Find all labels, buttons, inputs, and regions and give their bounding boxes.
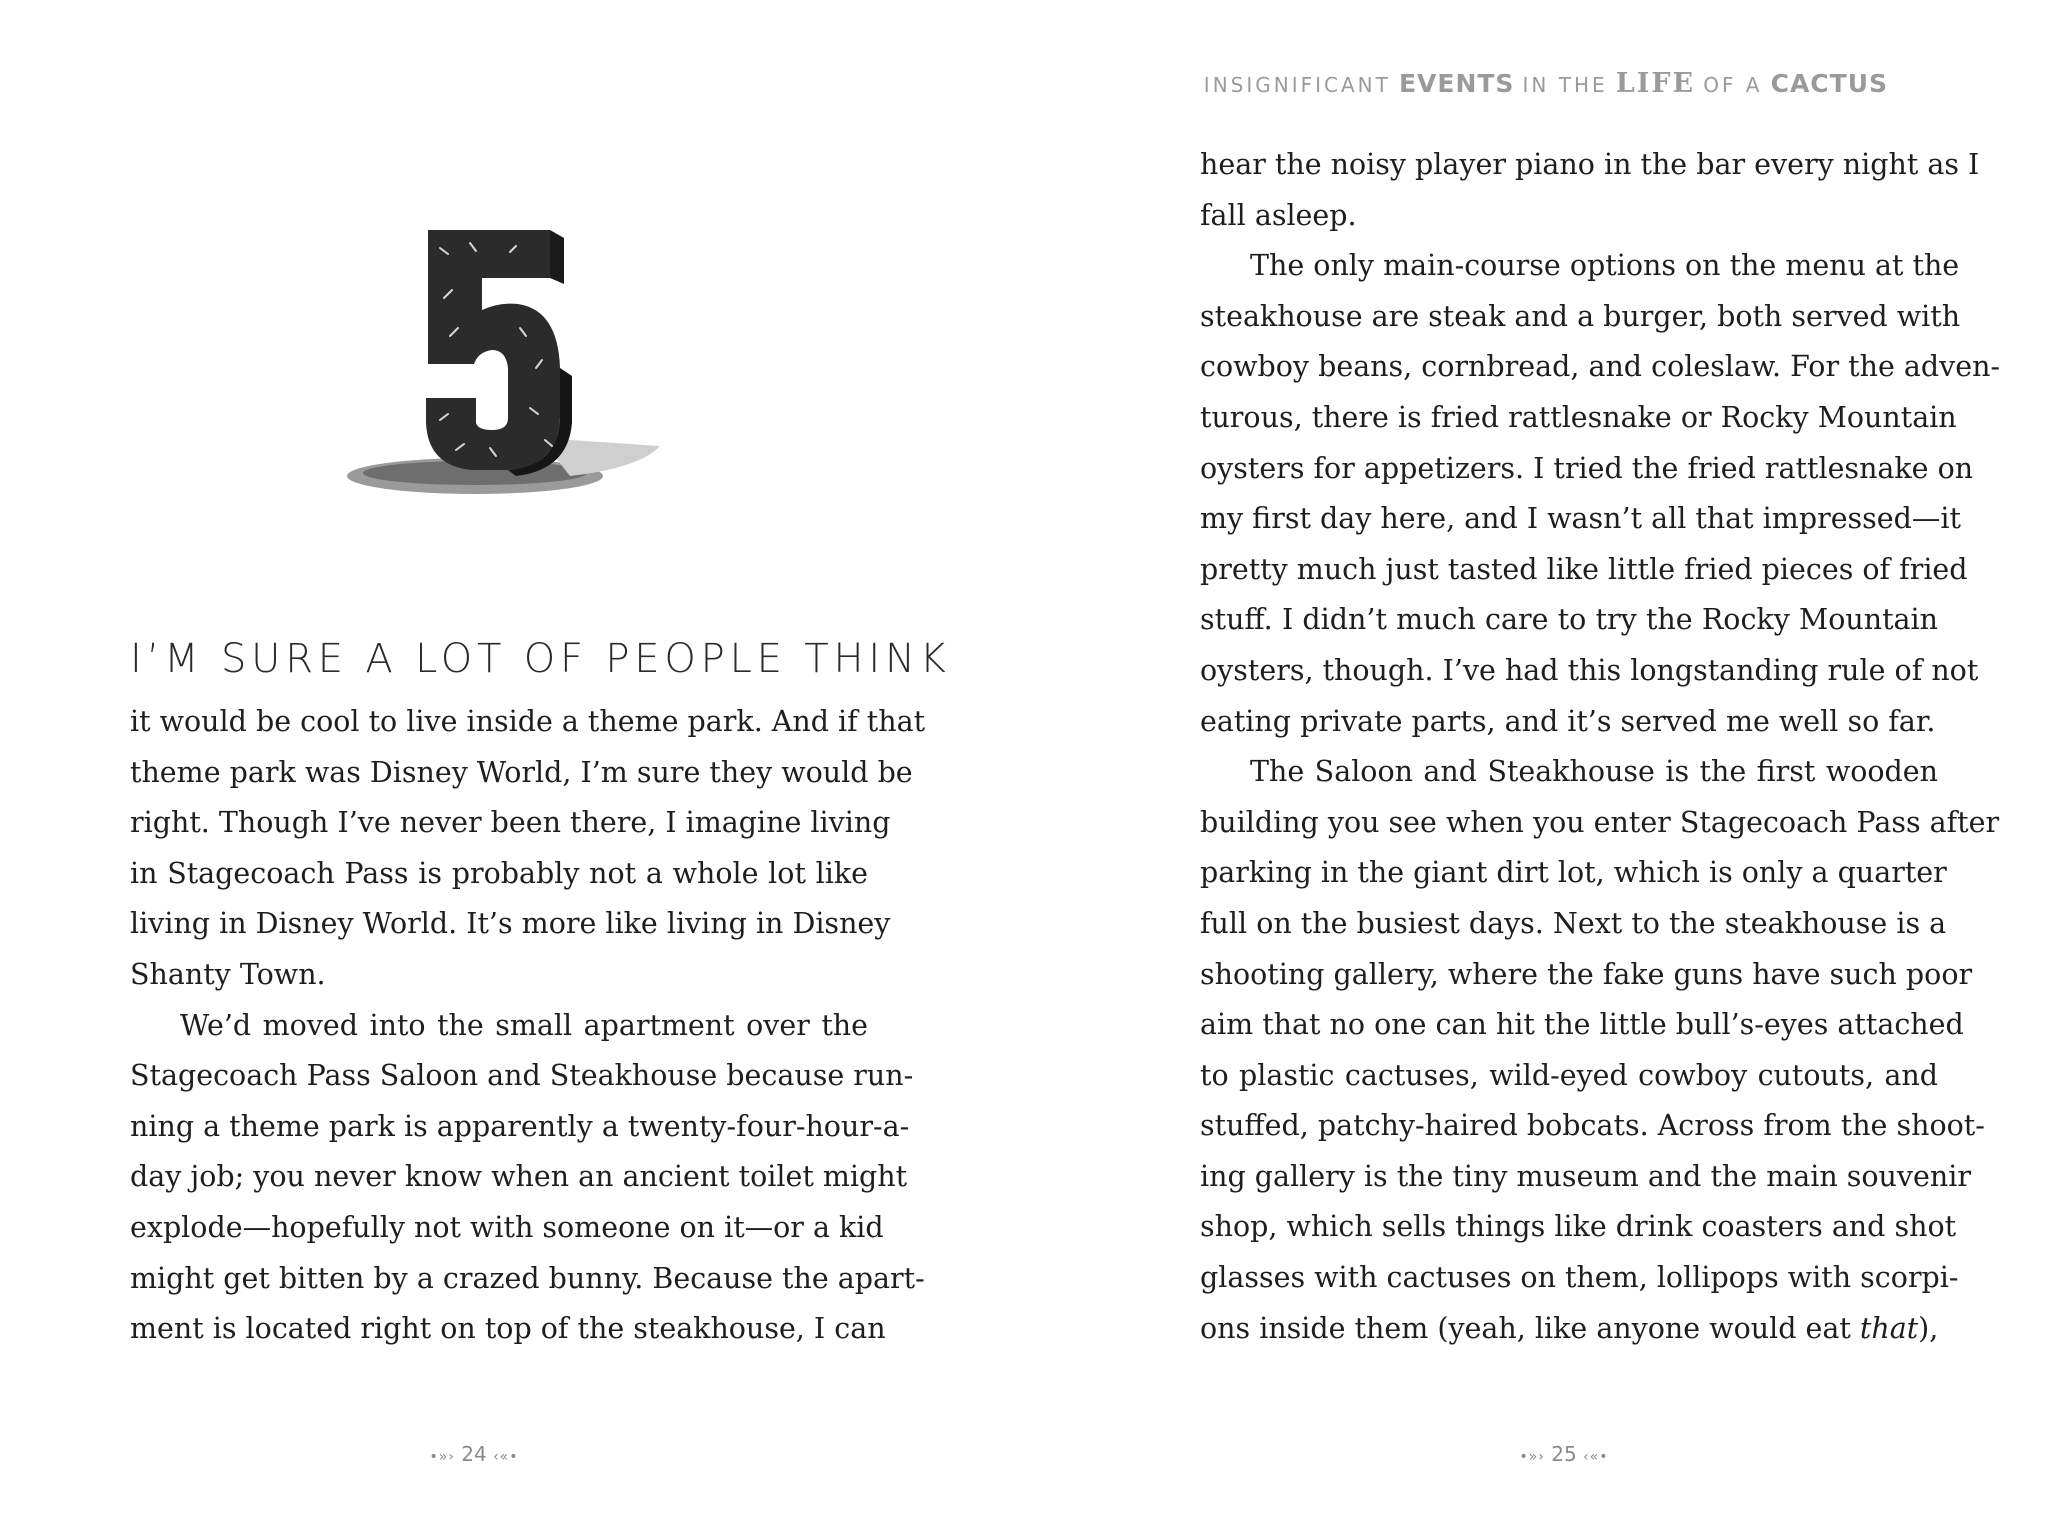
text-line: The only main-course options on the menu at the bbox=[1250, 249, 1960, 283]
text-segment: ons inside them (yeah, like anyone would eat bbox=[1200, 1311, 1860, 1345]
text-line: pretty much just tasted like little fried pieces of fried bbox=[1200, 552, 1968, 586]
right-page bbox=[1024, 0, 2048, 1523]
text-line: cowboy beans, cornbread, and coleslaw. For the adven- bbox=[1200, 350, 2001, 384]
running-head-word: IN THE bbox=[1522, 73, 1608, 97]
folio-ornament: •»› bbox=[429, 1449, 455, 1465]
text-line: ning a theme park is apparently a twenty-four-hour-a- bbox=[130, 1109, 910, 1143]
text-line: building you see when you enter Stagecoach Pass after bbox=[1200, 805, 2000, 839]
running-head-word: LIFE bbox=[1615, 68, 1696, 99]
right-body-text bbox=[1200, 140, 2001, 1354]
text-line bbox=[1200, 1304, 1938, 1355]
folio-ornament: ‹«• bbox=[493, 1449, 519, 1465]
running-head-word: INSIGNIFICANT bbox=[1203, 73, 1391, 97]
text-line: oysters for appetizers. I tried the fried rattlesnake on bbox=[1200, 451, 1974, 485]
text-line: glasses with cactuses on them, lollipops with scorpi- bbox=[1200, 1261, 1959, 1295]
text-line: aim that no one can hit the little bull’s-eyes attached bbox=[1200, 1008, 1964, 1042]
text-line: turous, there is fried rattlesnake or Rocky Mountain bbox=[1200, 400, 1957, 434]
text-line: my first day here, and I wasn’t all that impressed—it bbox=[1200, 502, 1961, 536]
text-line: theme park was Disney World, I’m sure they would be bbox=[130, 755, 913, 789]
text-line: shop, which sells things like drink coasters and shot bbox=[1200, 1210, 1957, 1244]
text-line: parking in the giant dirt lot, which is only a quarter bbox=[1200, 856, 1947, 890]
text-line: day job; you never know when an ancient toilet might bbox=[130, 1160, 908, 1194]
page-number: 24 bbox=[461, 1442, 487, 1466]
chapter-opening-caps: I’M SURE A LOT OF PEOPLE THINK bbox=[130, 636, 951, 682]
folio-ornament: ‹«• bbox=[1583, 1449, 1609, 1465]
text-line: it would be cool to live inside a theme park. And if that bbox=[130, 705, 926, 738]
text-line: full on the busiest days. Next to the steakhouse is a bbox=[1200, 906, 1947, 940]
text-line: might get bitten by a crazed bunny. Because the apart- bbox=[130, 1261, 925, 1295]
text-line: right. Though I’ve never been there, I imagine living bbox=[130, 806, 891, 840]
text-line: ment is located right on top of the steakhouse, I can bbox=[130, 1312, 886, 1346]
text-line: Stagecoach Pass Saloon and Steakhouse because run- bbox=[130, 1059, 914, 1093]
page-number-left bbox=[374, 1442, 574, 1466]
cactus-number-illustration bbox=[340, 218, 680, 508]
text-line: shooting gallery, where the fake guns have such poor bbox=[1200, 957, 1973, 991]
running-head bbox=[1204, 68, 1888, 99]
folio-ornament: •»› bbox=[1519, 1449, 1545, 1465]
page-number-right bbox=[1464, 1442, 1664, 1466]
text-line: We’d moved into the small apartment over the bbox=[180, 1008, 868, 1042]
text-line: in Stagecoach Pass is probably not a whole lot like bbox=[130, 856, 868, 890]
left-body-text bbox=[130, 697, 926, 1355]
running-head-word: EVENTS bbox=[1398, 69, 1515, 98]
text-line: explode—hopefully not with someone on it—or a kid bbox=[130, 1210, 884, 1244]
text-line: ing gallery is the tiny museum and the main souvenir bbox=[1200, 1159, 1971, 1193]
page-number: 25 bbox=[1551, 1442, 1577, 1466]
text-segment: ), bbox=[1918, 1311, 1939, 1345]
text-line: stuff. I didn’t much care to try the Rocky Mountain bbox=[1200, 603, 1938, 637]
italic-word: that bbox=[1859, 1311, 1919, 1345]
text-line: stuffed, patchy-haired bobcats. Across from the shoot- bbox=[1200, 1109, 1985, 1143]
text-line: fall asleep. bbox=[1200, 198, 1357, 232]
text-line: living in Disney World. It’s more like living in Disney bbox=[130, 907, 891, 941]
running-head-word: OF A bbox=[1703, 73, 1763, 97]
text-line: Shanty Town. bbox=[130, 957, 326, 991]
text-line: hear the noisy player piano in the bar every night as I bbox=[1200, 148, 1980, 181]
text-line: steakhouse are steak and a burger, both served with bbox=[1200, 299, 1961, 333]
text-line: The Saloon and Steakhouse is the first wooden bbox=[1250, 755, 1938, 789]
text-line: oysters, though. I’ve had this longstanding rule of not bbox=[1200, 653, 1979, 687]
text-line: to plastic cactuses, wild-eyed cowboy cutouts, and bbox=[1200, 1058, 1938, 1092]
running-head-word: CACTUS bbox=[1770, 69, 1888, 98]
text-line: eating private parts, and it’s served me well so far. bbox=[1200, 704, 1936, 738]
